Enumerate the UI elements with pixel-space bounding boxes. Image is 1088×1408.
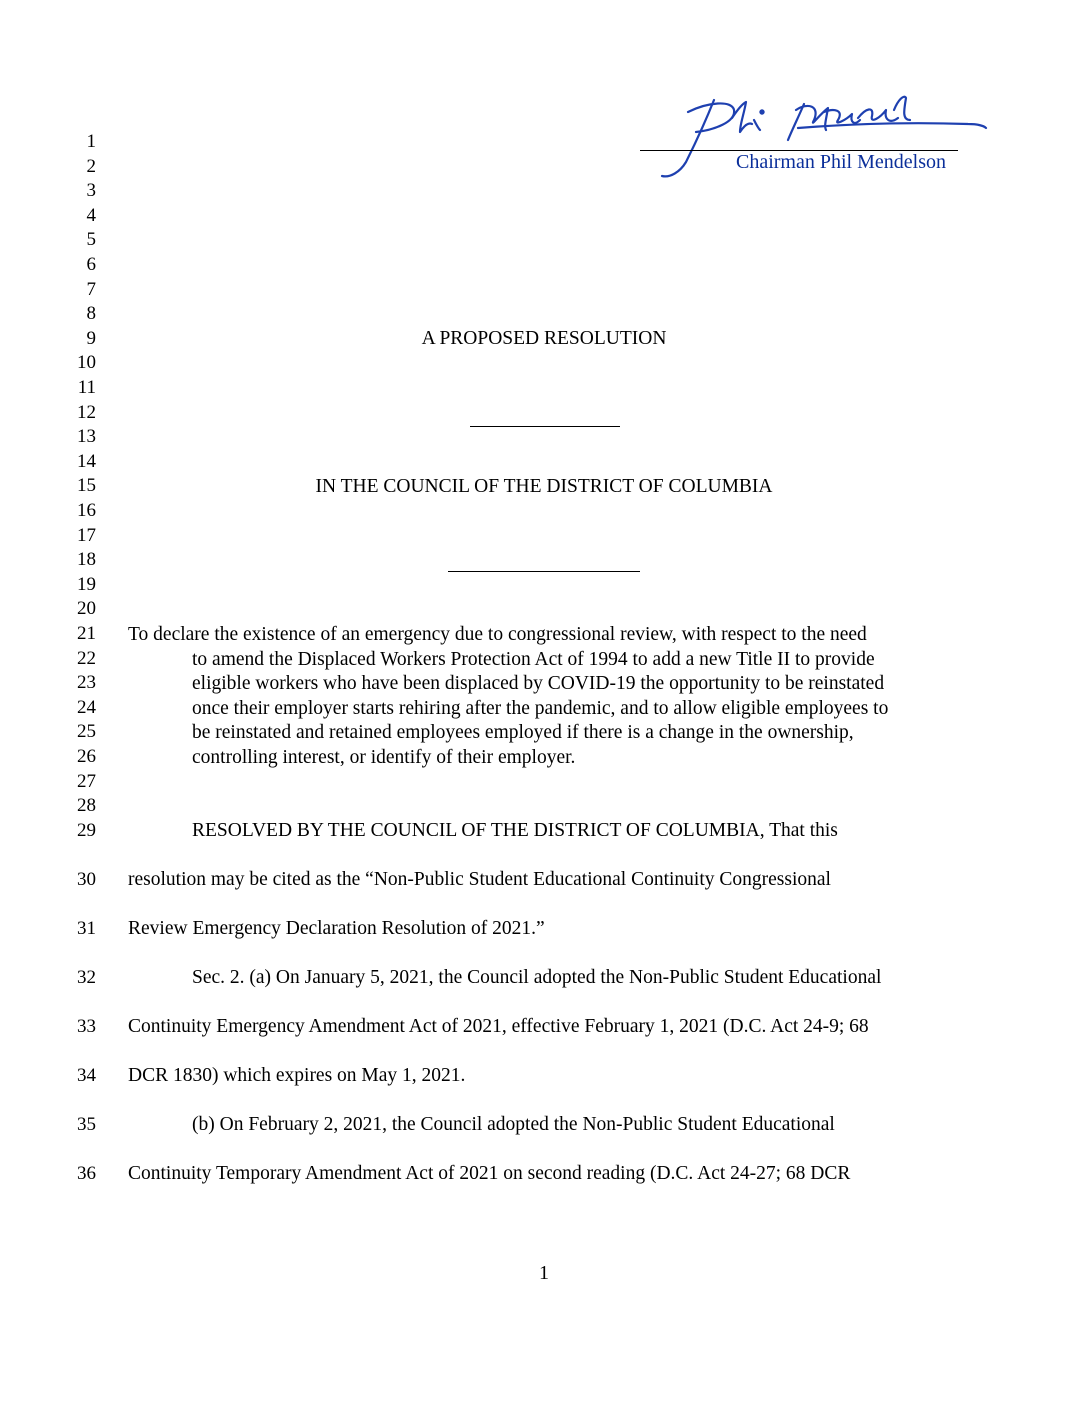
line-number: 34 — [77, 1065, 96, 1086]
line-number: 29 — [77, 820, 96, 841]
line-number: 4 — [86, 204, 96, 226]
body-line: Continuity Temporary Amendment Act of 2021 on second reading (D.C. Act 24-27; 68 DCR — [128, 1163, 851, 1184]
body-line: resolution may be cited as the “Non-Public Student Educational Continuity Congressional — [128, 869, 831, 890]
line-number: 33 — [77, 1016, 96, 1037]
long-title-line: be reinstated and retained employees employed if there is a change in the ownership, — [192, 722, 854, 743]
line-number: 20 — [77, 598, 96, 620]
line-number: 24 — [77, 696, 96, 718]
long-title-line: to amend the Displaced Workers Protection Act of 1994 to add a new Title II to provide — [192, 649, 875, 670]
long-title-line: controlling interest, or identify of their employer. — [192, 747, 576, 768]
line-number: 32 — [77, 967, 96, 988]
council-heading: IN THE COUNCIL OF THE DISTRICT OF COLUMBIA — [315, 476, 773, 497]
body-line: Sec. 2. (a) On January 5, 2021, the Council adopted the Non-Public Student Educational — [192, 967, 882, 988]
line-number: 35 — [77, 1114, 96, 1135]
long-title-line: To declare the existence of an emergency due to congressional review, with respect to the need — [128, 624, 867, 645]
line-number: 12 — [77, 401, 96, 423]
body-line: Review Emergency Declaration Resolution of 2021.” — [128, 918, 545, 939]
line-number: 6 — [86, 254, 96, 275]
line-number: 1 — [86, 131, 96, 152]
line-number: 21 — [77, 623, 96, 644]
document-heading: A PROPOSED RESOLUTION — [421, 328, 667, 349]
line-number: 27 — [77, 770, 96, 792]
line-number: 18 — [77, 549, 96, 571]
line-number: 14 — [77, 450, 96, 472]
line-number: 26 — [77, 746, 96, 767]
line-number: 9 — [86, 327, 96, 349]
date-blank — [448, 571, 640, 572]
line-number: 3 — [86, 180, 96, 202]
line-number: 36 — [77, 1163, 96, 1184]
line-number: 16 — [77, 500, 96, 521]
line-number: 8 — [86, 303, 96, 325]
long-title-line: eligible workers who have been displaced by COVID-19 the opportunity to be reinstated — [192, 673, 885, 694]
line-number: 22 — [77, 647, 96, 669]
body-line: (b) On February 2, 2021, the Council adopted the Non-Public Student Educational — [192, 1114, 835, 1135]
line-number: 11 — [77, 377, 96, 398]
body-line: Continuity Emergency Amendment Act of 2021, effective February 1, 2021 (D.C. Act 24-9; 68 — [128, 1016, 869, 1037]
line-number: 10 — [77, 352, 96, 374]
page-number: 1 — [539, 1262, 549, 1284]
line-number: 19 — [77, 573, 96, 595]
line-number: 17 — [77, 524, 96, 546]
line-number: 15 — [77, 475, 96, 497]
line-number: 31 — [77, 918, 96, 939]
long-title-line: once their employer starts rehiring after the pandemic, and to allow eligible employees to — [192, 698, 889, 719]
line-number: 23 — [77, 672, 96, 694]
line-number: 2 — [86, 155, 96, 177]
line-number: 7 — [86, 278, 96, 300]
line-number: 13 — [77, 426, 96, 448]
line-number: 5 — [86, 229, 96, 251]
line-number: 25 — [77, 721, 96, 743]
signer-title: Chairman Phil Mendelson — [736, 151, 946, 173]
body-line: DCR 1830) which expires on May 1, 2021. — [128, 1065, 466, 1086]
line-number: 28 — [77, 795, 96, 817]
resolution-number-blank — [470, 426, 620, 427]
body-line: RESOLVED BY THE COUNCIL OF THE DISTRICT OF COLUMBIA, That this — [192, 820, 838, 841]
line-number: 30 — [77, 869, 96, 890]
